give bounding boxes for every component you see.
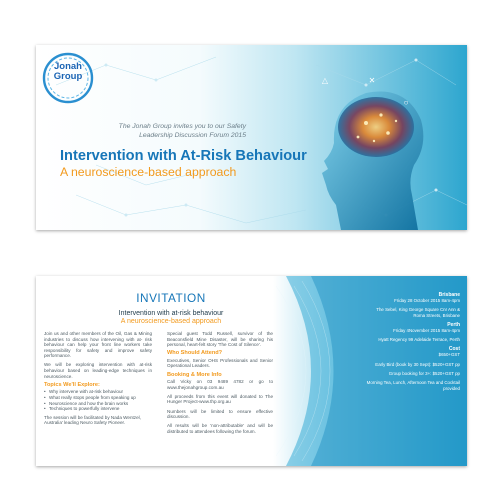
event-details-column: [366, 292, 460, 395]
cost-main: $650+GST: [438, 352, 460, 358]
booking-text: Call Vicky on 03 9489 4782 or go to www.thejonahgroup.com.au: [167, 379, 273, 390]
brisbane-block: [366, 292, 460, 303]
facilitator-paragraph: The session will be facilitated by Nada Wentzel, Australia' leading Neuro Safety Pioneer.: [44, 414, 141, 426]
invitation-heading: Intervention with at-risk behaviour: [118, 310, 224, 317]
front-headline: Intervention with At-Risk Behaviour: [60, 148, 307, 164]
perth-block: [366, 322, 460, 333]
brisbane-venue: The Sebel, King George Square Cnr Ann & Roma Streets, Brisbane: [376, 307, 460, 318]
logo-text: [48, 62, 88, 82]
front-subhead: A neuroscience-based approach: [60, 165, 237, 179]
guest-paragraph: Special guest Todd Russell, survivor of the Beaconsfield Mine Disaster, will be sharing his personal, heart-felt story 'The Cost of Silence'.: [167, 331, 273, 348]
cross-icon: ✕: [368, 76, 376, 85]
brisbane-date: Friday 28 October 2015 8am-4pm: [394, 298, 460, 303]
topic-item: • Neuroscience and how the brain works: [44, 401, 152, 407]
logo-line-2: Group: [53, 71, 83, 82]
attend-title: Who Should Attend?: [167, 350, 223, 357]
front-card: [36, 45, 467, 230]
perth-venue: Hyatt Regency 99 Adelaide Terrace, Perth: [378, 337, 460, 343]
cost-block: [366, 346, 460, 357]
explore-paragraph: We will be exploring intervention with at-risk behaviour based on leading-edge techniques in neuroscience.: [44, 362, 152, 379]
topic-item: • What really stops people from speaking up: [44, 395, 152, 401]
back-card: [36, 276, 467, 466]
proceeds-text: All proceeds from this event will donated to The Hunger Project-www.thp.org.au: [167, 393, 273, 405]
circle-icon: ○: [403, 98, 409, 107]
results-text: All results will be 'non-attributable' and will be distributed to attendees following the forum.: [167, 423, 273, 434]
details-column-left: [44, 331, 152, 429]
cost-group: Group booking for 3+: $520+GST pp: [388, 371, 460, 377]
perth-title: Perth: [447, 321, 460, 328]
topic-item: • Why intervene with at-risk behaviour: [44, 389, 152, 395]
attend-text: Executives, Senior OHS Professionals and Senior Operational Leaders.: [167, 357, 273, 369]
invitation-subheading: A neuroscience-based approach: [120, 318, 222, 325]
perth-date: Friday 4November 2015 8am-4pm: [393, 327, 460, 333]
triangle-icon: △: [321, 76, 329, 85]
logo-line-1: Jonah: [54, 61, 82, 72]
topic-item: • Techniques to powerfully intervene: [44, 406, 152, 412]
details-column-middle: [167, 331, 273, 438]
limited-text: Numbers will be limited to ensure effective discussion.: [167, 408, 273, 420]
topics-list: [44, 389, 152, 411]
cost-title: Cost: [448, 346, 460, 353]
includes-text: Morning Tea, Lunch, Afternoon Tea and Cocktail provided: [366, 380, 460, 391]
brisbane-title: Brisbane: [438, 292, 460, 298]
intro-paragraph: Join us and other members of the Oil, Gas & Mining industries to discuss how intervening with at- risk behaviour can help your front line workers take responsibility for safety and improve safety performance.: [44, 331, 152, 359]
booking-title: Booking & More Info: [167, 371, 222, 378]
invitation-title: INVITATION: [136, 291, 206, 305]
invite-text: The Jonah Group invites you to our Safety Leadership Discussion Forum 2015: [118, 123, 246, 139]
cost-early: Early Bird (book by 30 Sept): $520+GST pp: [375, 361, 460, 367]
topics-title: Topics We'll Explore:: [44, 381, 100, 388]
